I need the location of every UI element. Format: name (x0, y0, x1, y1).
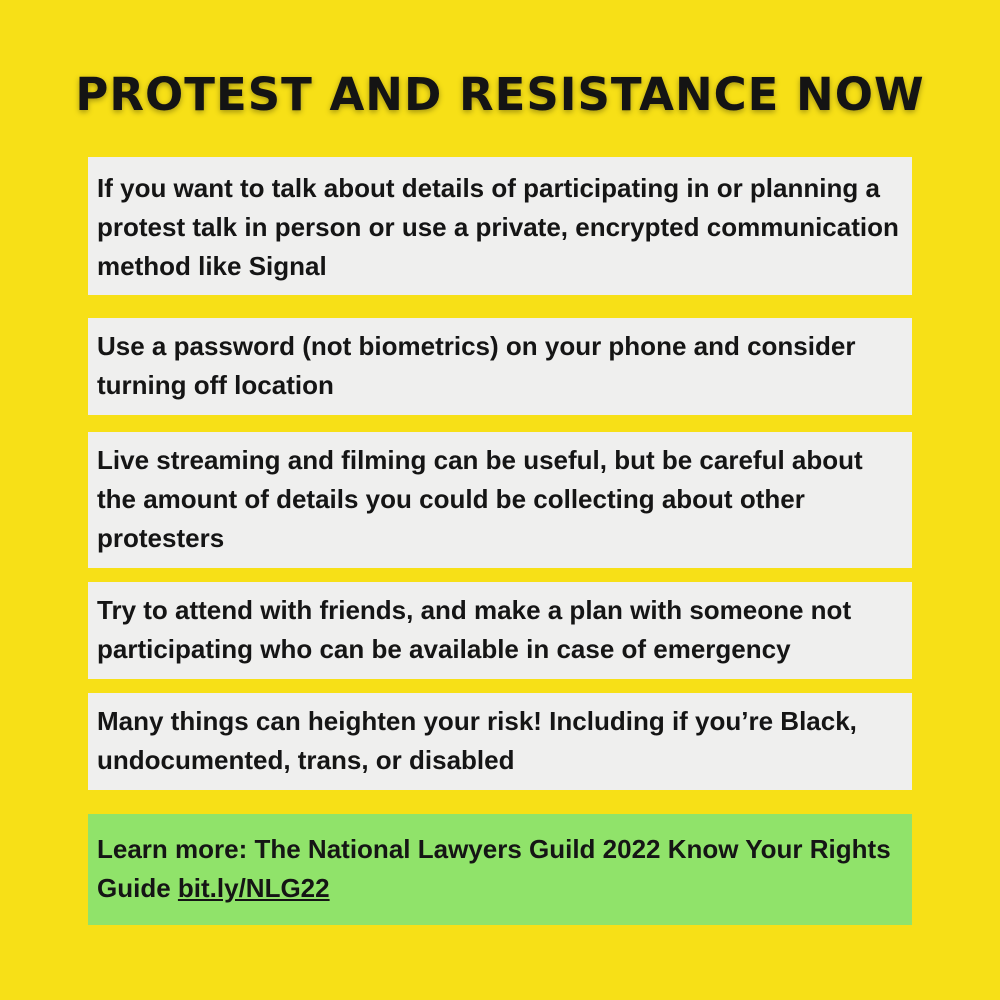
tip-text: Live streaming and filming can be useful, but be careful about the amount of details you could be collecting about other protesters (97, 445, 863, 553)
tip-text: Try to attend with friends, and make a plan with someone not participating who can be available in case of emergency (97, 595, 852, 664)
tip-card (88, 318, 912, 415)
learn-more-label: Learn more: The National Lawyers Guild 2022 Know Your Rights Guide (97, 834, 891, 903)
tip-card (88, 693, 912, 790)
tip-text: Use a password (not biometrics) on your phone and consider turning off location (97, 331, 856, 400)
tip-text: If you want to talk about details of participating in or planning a protest talk in person or use a private, encrypted communication method like Signal (97, 173, 899, 281)
tip-card (88, 582, 912, 679)
tip-text: Many things can heighten your risk! Including if you’re Black, undocumented, trans, or disabled (97, 706, 857, 775)
learn-more-text (97, 830, 902, 908)
page-title: PROTEST AND RESISTANCE NOW (75, 68, 925, 121)
tip-card (88, 157, 912, 295)
tip-card (88, 432, 912, 568)
guide-link[interactable]: bit.ly/NLG22 (177, 873, 330, 903)
learn-more-card (88, 814, 912, 925)
